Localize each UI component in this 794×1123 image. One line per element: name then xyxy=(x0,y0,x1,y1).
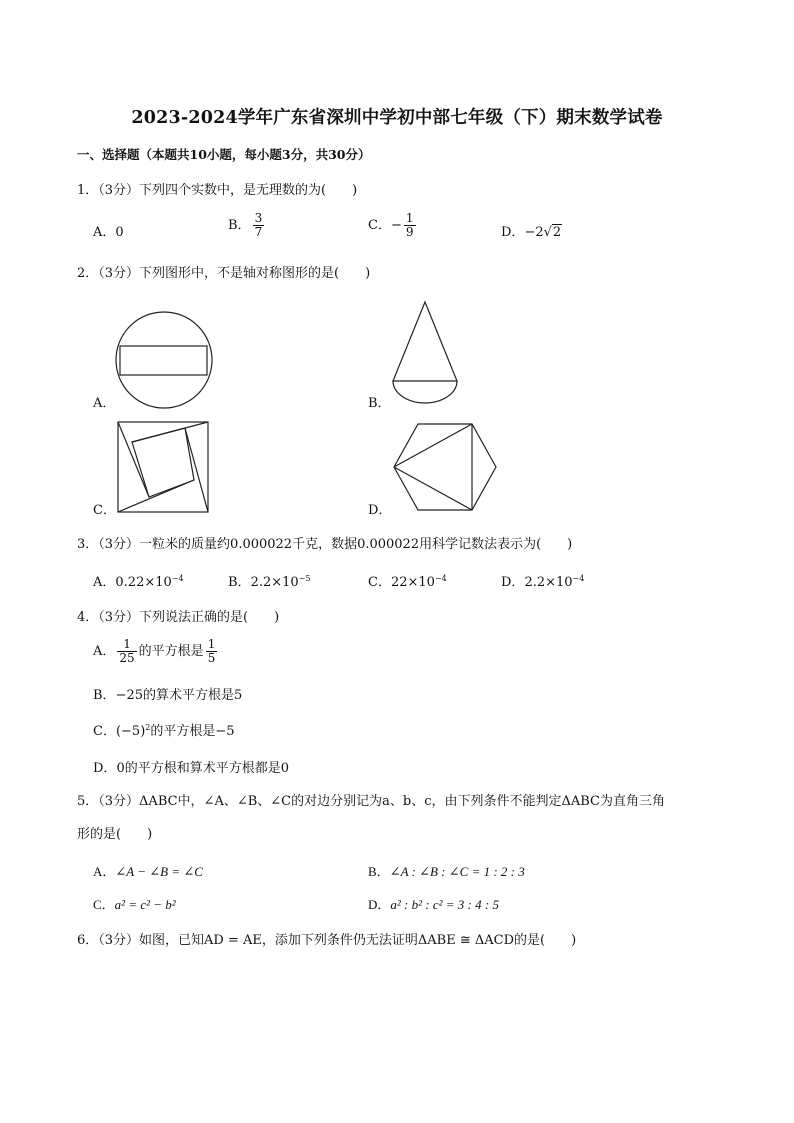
fraction: $\frac{1}{9}$ xyxy=(405,211,414,240)
page-title: 2023-2024学年广东省深圳中学初中部七年级（下）期末数学试卷 xyxy=(131,108,663,128)
section-heading: 一、选择题（本题共10小题，每小题3分，共30分） xyxy=(77,147,371,162)
q4-option-b[interactable]: B．−25的算术平方根是5 xyxy=(93,688,243,703)
figure-b-cone[interactable] xyxy=(393,302,457,403)
figure-a-circle-rectangle[interactable] xyxy=(116,312,212,408)
q3-option-b[interactable]: B．$2.2\times 10^{-5}$ xyxy=(228,574,311,590)
q5-option-d[interactable]: D．a² : b² : c² = 3 : 4 : 5 xyxy=(368,897,499,912)
q2-option-d-label[interactable]: D． xyxy=(368,503,392,518)
q5-option-b[interactable]: B．∠A : ∠B : ∠C = 1 : 2 : 3 xyxy=(368,864,525,879)
q4-option-d[interactable]: D．0的平方根和算术平方根都是0 xyxy=(93,761,289,776)
question-2-stem: 2．（3分）下列图形中，不是轴对称图形的是( ) xyxy=(77,266,371,281)
fraction: $\frac{1}{5}$ xyxy=(207,637,216,666)
radical-sign: √ xyxy=(543,225,552,240)
question-5-stem-line2: 形的是( ) xyxy=(77,827,153,842)
fraction: $\frac{1}{25}$ xyxy=(119,637,135,666)
question-6-stem: 6．（3分）如图，已知AD = AE，添加下列条件仍无法证明ΔABE ≅ ΔACD的是( ) xyxy=(77,933,577,948)
figure-d-hexagon-triangle[interactable] xyxy=(394,424,496,510)
q2-option-b-label[interactable]: B． xyxy=(368,396,391,411)
q3-option-d[interactable]: D．$2.2\times 10^{-4}$ xyxy=(501,574,585,590)
q1-option-c[interactable]: C．− $\frac{1}{9}$ xyxy=(368,211,414,240)
question-4-stem: 4．（3分）下列说法正确的是( ) xyxy=(77,610,280,625)
q3-option-c[interactable]: C．$22\times 10^{-4}$ xyxy=(368,574,447,590)
question-5-stem-line1: 5．（3分）ΔABC中，∠A、∠B、∠C的对边分别记为a、b、c，由下列条件不能判定ΔABC为直角三角 xyxy=(77,794,665,809)
q4-option-a[interactable]: A． $\frac{1}{25}$ 的平方根是 $\frac{1}{5}$ xyxy=(93,637,216,666)
q2-option-c-label[interactable]: C． xyxy=(93,503,116,518)
q3-option-a[interactable]: A．$0.22\times 10^{-4}$ xyxy=(93,574,184,590)
q1-option-a[interactable]: A．0 xyxy=(93,225,124,240)
q1-option-b[interactable]: B． $\frac{3}{7}$ xyxy=(228,211,263,240)
q2-option-a-label[interactable]: A． xyxy=(93,396,116,411)
q4-option-c[interactable]: C．$(-5)^2$的平方根是−5 xyxy=(93,723,235,739)
q5-option-c[interactable]: C．a² = c² − b² xyxy=(93,897,176,912)
q1-option-d[interactable]: D．−2√2 xyxy=(501,225,562,240)
question-3-stem: 3．（3分）一粒米的质量约0.000022千克，数据0.000022用科学记数法表示为( ) xyxy=(77,537,573,552)
question-1-stem: 1．（3分）下列四个实数中，是无理数的为( ) xyxy=(77,183,358,198)
q5-option-a[interactable]: A．∠A − ∠B = ∠C xyxy=(93,864,203,879)
figure-c-pinwheel-square[interactable] xyxy=(118,422,208,512)
fraction: $\frac{3}{7}$ xyxy=(254,211,263,240)
